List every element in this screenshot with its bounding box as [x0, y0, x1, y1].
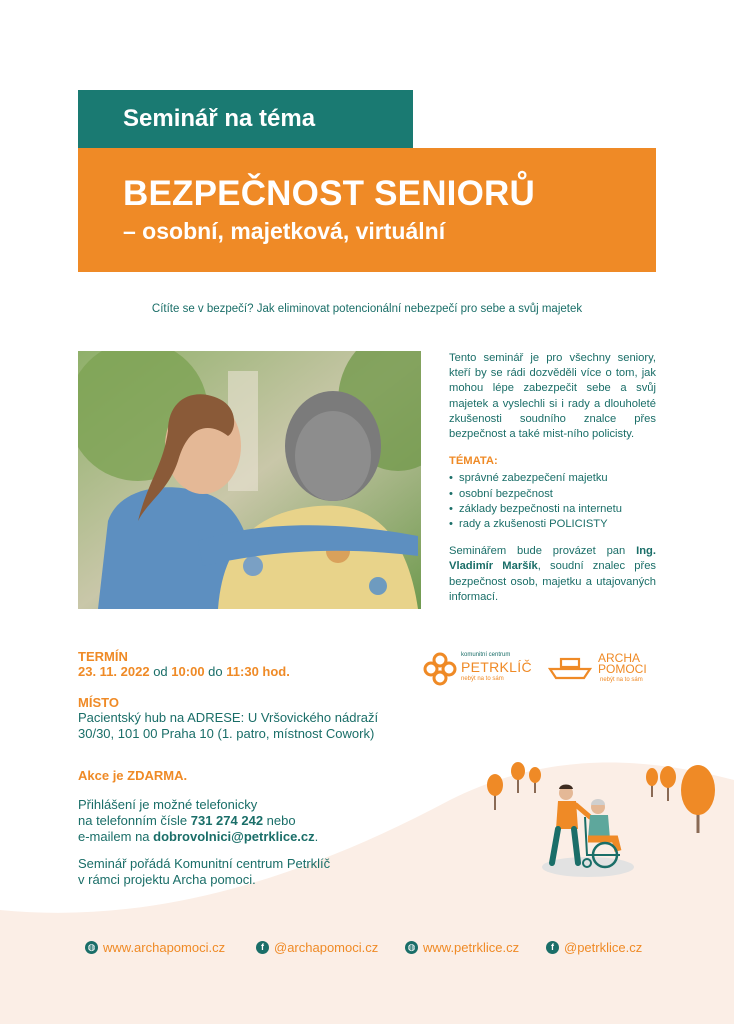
- term-section: [78, 649, 290, 680]
- seniors-photo: [78, 351, 421, 609]
- registration-phone-pre: na telefonním čísle: [78, 813, 188, 828]
- registration-line-2: [78, 813, 318, 829]
- topic-item: • správné zabezpečení majetku: [459, 471, 656, 486]
- footer-web-archa[interactable]: [85, 938, 225, 956]
- registration-email-pre: e-mailem na: [78, 829, 150, 844]
- free-notice: Akce je ZDARMA.: [78, 768, 188, 783]
- ark-icon: [548, 656, 592, 682]
- lead-text: Cítíte se v bezpečí? Jak eliminovat potencionální nebezpečí pro sebe a svůj majetek: [151, 303, 583, 315]
- place-line-2: 30/30, 101 00 Praha 10 (1. patro, místnost Cowork): [78, 726, 375, 741]
- term-from-word: od: [153, 664, 168, 679]
- facebook-icon: f: [256, 941, 269, 954]
- registration-line-3: [78, 829, 318, 845]
- registration-section: [78, 797, 318, 845]
- guide-paragraph: [449, 544, 656, 605]
- guide-post: , soudní znalec přes bezpečnost osob, majetku a utajovaných informací.: [449, 560, 657, 603]
- description-column: [449, 351, 656, 605]
- main-title: BEZPEČNOST SENIORŮ: [123, 174, 535, 213]
- email-link[interactable]: dobrovolnici@petrklice.cz: [153, 829, 315, 844]
- main-subtitle: – osobní, majetková, virtuální: [123, 218, 446, 244]
- facebook-icon: f: [546, 941, 559, 954]
- place-line-1: Pacientský hub na ADRESE: U Vršovického nádraží: [78, 710, 379, 725]
- archa-line-2: POMOCI: [598, 662, 647, 676]
- term-to-time: 11:30 hod.: [226, 664, 290, 679]
- petrklic-tagline: nebýt na to sám: [461, 676, 504, 682]
- topics-title: TÉMATA:: [449, 455, 498, 468]
- seminar-kicker: Seminář na téma: [123, 105, 316, 132]
- footer-web-petrklic-text: www.petrklice.cz: [423, 939, 520, 955]
- petrklic-name: PETRKLÍČ: [461, 659, 532, 675]
- term-from-time: 10:00: [171, 664, 205, 679]
- caregiver-illustration: [480, 755, 720, 885]
- seminar-kicker-banner: [78, 90, 413, 148]
- term-value: [78, 664, 290, 680]
- footer-fb-petrklic[interactable]: [546, 938, 642, 956]
- flower-icon: [423, 652, 457, 686]
- topic-item: • osobní bezpečnost: [459, 487, 656, 502]
- organizer-section: [78, 856, 330, 888]
- term-label: TERMÍN: [78, 649, 128, 664]
- topic-item: • rady a zkušenosti POLICISTY: [459, 517, 656, 532]
- title-banner: [78, 148, 656, 272]
- topic-item: • základy bezpečnosti na internetu: [459, 502, 656, 517]
- registration-phone-post: nebo: [266, 813, 296, 828]
- footer-fb-petrklic-text: @petrklice.cz: [564, 939, 643, 955]
- topics-list: [449, 471, 656, 532]
- place-section: [78, 695, 378, 742]
- guide-pre: Seminářem bude provázet pan: [449, 545, 626, 558]
- footer-fb-archa-text: @archapomoci.cz: [274, 939, 379, 955]
- term-date: 23. 11. 2022: [78, 664, 150, 679]
- footer-web-petrklic[interactable]: [405, 938, 519, 956]
- footer-web-archa-text: www.archapomoci.cz: [103, 939, 226, 955]
- description-intro: Tento seminář je pro všechny seniory, kteří by se rádi dozvěděli více o tom, jak mohou lépe zabezpečit sebe a svůj majetek a vyslechli si i rady a dlouholeté zkušenosti soudního znalce přes bezpečnost a také mist-ního policisty.: [449, 352, 656, 441]
- archa-logo: [548, 650, 660, 690]
- organizer-line-1: Seminář pořádá Komunitní centrum Petrklíč: [78, 856, 331, 871]
- globe-icon: ◍: [405, 941, 418, 954]
- archa-tagline: nebýt na to sám: [600, 677, 643, 683]
- guide-name: Ing. Vladimír Maršík: [449, 545, 656, 573]
- organizer-line-2: v rámci projektu Archa pomoci.: [78, 872, 256, 887]
- term-to-word: do: [208, 664, 223, 679]
- place-label: MÍSTO: [78, 695, 119, 710]
- footer-fb-archa[interactable]: [256, 938, 378, 956]
- archa-line-1: ARCHA: [598, 651, 641, 665]
- registration-line-1: Přihlášení je možné telefonicky: [78, 797, 258, 812]
- petrklic-logo: [423, 650, 533, 690]
- registration-email-post: .: [314, 829, 319, 844]
- globe-icon: ◍: [85, 941, 98, 954]
- petrklic-small-text: komunitní centrum: [461, 652, 511, 658]
- phone-number[interactable]: 731 274 242: [190, 813, 264, 828]
